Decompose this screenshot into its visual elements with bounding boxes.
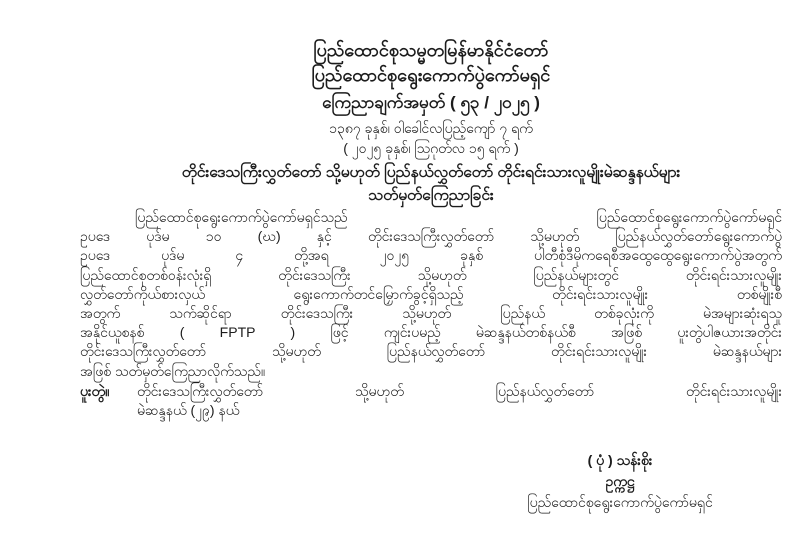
signature-name: ( ပုံ ) သန်းစိုး <box>587 452 653 468</box>
body-line: ဥပဒေ ပုဒ်မ ၄ တို့အရ ၂၀၂၅ ခုနှစ် ပါတီစုံဒီမိုကရေစီအထွေထွေရွေးကောက်ပွဲအတွက် <box>80 247 782 264</box>
attachment-label: ပူးတွဲ။ <box>80 383 110 399</box>
signature-title: ဥက္ကဋ္ဌ <box>605 473 635 489</box>
body-line: တိုင်းဒေသကြီးလွှတ်တော် သို့မဟုတ် ပြည်နယ်လွှတ်တော် တိုင်းရင်းသားလူမျိုး မဲဆန္ဒနယ်များ <box>80 343 782 360</box>
signature-block <box>470 450 770 513</box>
body-line: အဖြစ် သတ်မှတ်ကြေညာလိုက်သည်။ <box>80 362 266 379</box>
gregorian-date: ( ၂၀၂၅ ခုနှစ်၊ သြဂုတ်လ ၁၅ ရက် ) <box>343 140 519 156</box>
body-line: ပြည်ထောင်စုရွေးကောက်ပွဲကော်မရှင်သည် ပြည်ထောင်စုရွေးကောက်ပွဲကော်မရှင် <box>135 209 782 225</box>
document-title-line2: သတ်မှတ်ကြေညာခြင်း <box>368 187 494 204</box>
attachment-line1: တိုင်းဒေသကြီးလွှတ်တော် သို့မဟုတ် ပြည်နယ်လွှတ်တော် တိုင်းရင်းသားလူမျိုး <box>137 383 782 399</box>
body-paragraph <box>80 208 782 381</box>
national-header: ပြည်ထောင်စုသမ္မတမြန်မာနိုင်ငံတော် <box>313 40 549 60</box>
commission-header: ပြည်ထောင်စုရွေးကောက်ပွဲကော်မရှင် <box>311 65 551 85</box>
body-line: ပြည်ထောင်စုတစ်ဝန်းလုံးရှိ တိုင်းဒေသကြီး သို့မဟုတ် ပြည်နယ်များတွင် တိုင်းရင်းသားလူမျိုး <box>80 266 782 283</box>
announcement-number: ကြေညာချက်အမှတ် ( ၅၃ / ၂၀၂၅ ) <box>322 93 540 112</box>
body-line: လွှတ်တော်ကိုယ်စားလှယ် ရွေးကောက်တင်မြှောက်ခွင့်ရှိသည့် တိုင်းရင်းသားလူမျိုး တစ်မျိုးစီ <box>80 285 782 302</box>
body-line: အနိုင်ယူစနစ် ( FPTP ) ဖြင့် ကျင်းပမည့် မဲဆန္ဒနယ်တစ်နယ်စီ အဖြစ် ပူးတွဲပါဇယားအတိုင်း <box>80 324 782 341</box>
body-line: အတွက် သက်ဆိုင်ရာ တိုင်းဒေသကြီး သို့မဟုတ် ပြည်နယ် တစ်ခုလုံးကို မဲအများဆုံးရသူ <box>80 304 782 321</box>
body-line: ဥပဒေ ပုဒ်မ ၁၀ (ဃ) နှင့် တိုင်းဒေသကြီးလွှတ်တော် သို့မဟုတ် ပြည်နယ်လွှတ်တော်ရွေးကောက်ပွဲ <box>80 228 782 245</box>
signature-organization: ပြည်ထောင်စုရွေးကောက်ပွဲကော်မရှင် <box>527 494 713 510</box>
attachment-section <box>80 382 782 420</box>
document-title-line1: တိုင်းဒေသကြီးလွှတ်တော် သို့မဟုတ် ပြည်နယ်လွှတ်တော် တိုင်းရင်းသားလူမျိုးမဲဆန္ဒနယ်များ <box>181 164 681 181</box>
attachment-line2: မဲဆန္ဒနယ် (၂၉) နယ် <box>137 402 240 419</box>
myanmar-calendar-date: ၁၃၈၇ ခုနှစ်၊ ဝါခေါင်လပြည့်ကျော် ၇ ရက် <box>329 120 533 136</box>
